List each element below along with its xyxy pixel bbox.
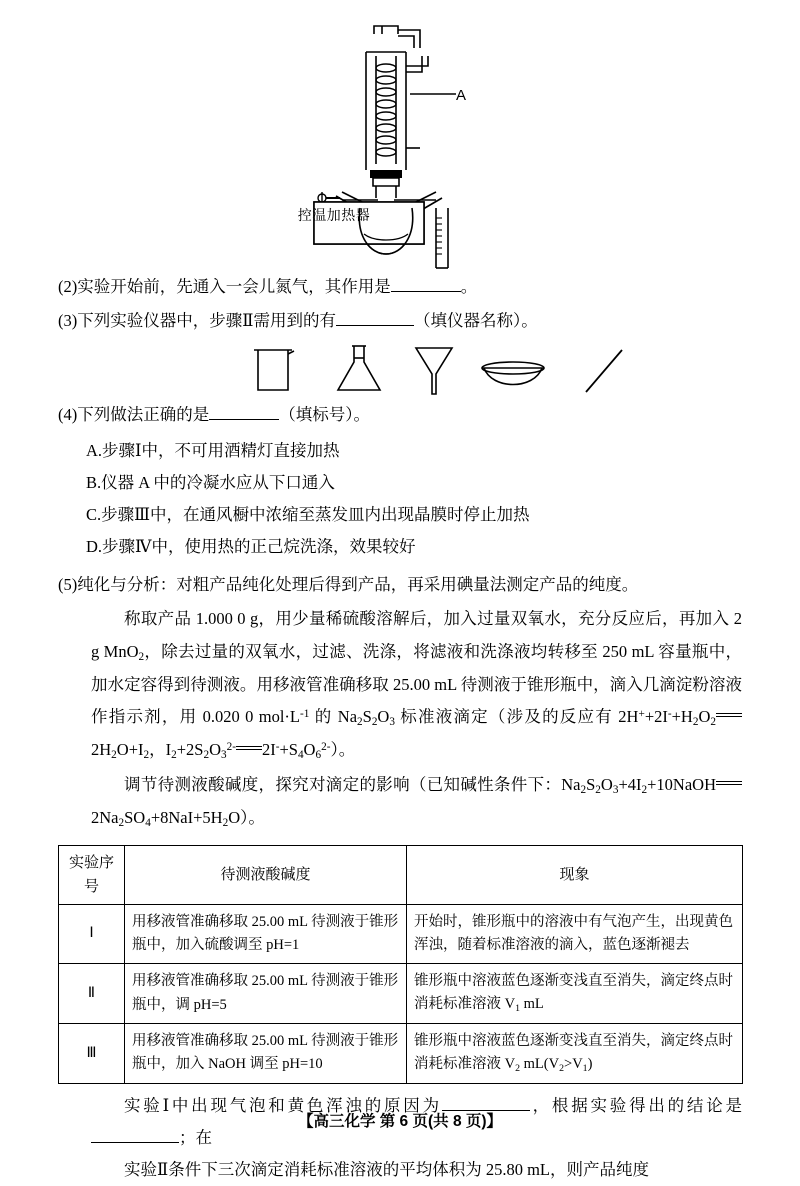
q5-paragraph-2: 调节待测液酸碱度，探究对滴定的影响（已知碱性条件下：$Na_2S_2O_3+4I_2+10NaOH2Na_2SO_4+8NaI+5H_2O$）。 [91, 774, 716, 829]
choice-d[interactable]: D.步骤Ⅳ中，使用热的正己烷洗涤，效果较好 [86, 537, 416, 557]
q5-heading-text: 纯化与分析：对粗产品纯化处理后得到产品，再采用碘量法测定产品的纯度。 [77, 575, 639, 595]
q3-text: 下列实验仪器中，步骤Ⅱ需用到的有 [77, 310, 336, 330]
choice-b[interactable]: B.仪器 A 中的冷凝水应从下口通入 [86, 472, 335, 492]
question-3 [58, 306, 742, 337]
row-condition: 用移液管准确移取 25.00 mL 待测液于锥形瓶中，加入 NaOH 调至 pH=10 [125, 1023, 407, 1083]
row-phenomenon: 开始时，锥形瓶中的溶液中有气泡产生，出现黄色浑浊，随着标准溶液的滴入，蓝色逐渐褪去 [407, 904, 743, 963]
q3-prefix: (3) [58, 310, 78, 330]
glass-rod-icon [578, 342, 630, 398]
row-condition: 用移液管准确移取 25.00 mL 待测液于锥形瓶中，加入硫酸调至 pH=1 [125, 904, 407, 963]
table-header-row [59, 845, 743, 904]
q3-tail: （填仪器名称）。 [413, 310, 538, 330]
choice-list [58, 435, 742, 564]
closing-text-b: ，根据实验得出的结论是 [529, 1095, 742, 1115]
flask-icon [330, 342, 388, 398]
evaporating-dish-icon [478, 342, 548, 398]
closing-blank-2[interactable] [91, 1142, 179, 1143]
q4-answer-blank[interactable] [209, 419, 279, 420]
q2-prefix: (2) [58, 277, 78, 296]
funnel-icon [410, 342, 458, 400]
question-4 [58, 400, 742, 431]
row-phenomenon: 锥形瓶中溶液蓝色逐渐变浅直至消失，滴定终点时消耗标准溶液 $V_1$ mL [407, 964, 743, 1024]
row-condition: 用移液管准确移取 25.00 mL 待测液于锥形瓶中，调 pH=5 [125, 964, 407, 1024]
q2-text: 实验开始前，先通入一会儿氮气，其作用是 [77, 277, 391, 296]
th-phenomenon: 现象 [407, 845, 743, 904]
th-index: 实验序号 [59, 845, 125, 904]
closing-text-c: ；在 [179, 1127, 212, 1147]
choice-a[interactable]: A.步骤Ⅰ中，不可用酒精灯直接加热 [86, 440, 340, 460]
row-index: Ⅰ [59, 904, 125, 963]
table-row [59, 1023, 743, 1083]
th-condition: 待测液酸碱度 [125, 845, 407, 904]
heater-label: 控温加热器 [297, 207, 371, 223]
question-2 [58, 272, 742, 303]
q4-text: 下列做法正确的是 [77, 405, 210, 425]
apparatus-diagram [58, 22, 742, 272]
experiment-table [58, 845, 743, 1084]
row-index: Ⅱ [59, 964, 125, 1024]
table-row [59, 964, 743, 1024]
q5-prefix: (5) [58, 575, 78, 595]
page-footer: 【高三化学 第 6 页(共 8 页)】 [297, 1113, 503, 1130]
closing-text-a: 实验Ⅰ中出现气泡和黄色浑浊的原因为 [124, 1095, 442, 1115]
glassware-row [58, 342, 742, 400]
beaker-icon [248, 342, 300, 398]
exam-page [0, 22, 800, 1179]
table-row [59, 904, 743, 963]
label-A: A [456, 87, 467, 104]
q4-tail: （填标号）。 [279, 405, 370, 425]
q5-paragraph-1: 称取产品 1.000 0 g，用少量稀硫酸溶解后，加入过量双氧水，充分反应后，再加入 2 g MnO$_2$，除去过量的双氧水，过滤、洗涤，将滤液和洗涤液均转移至 250 mL 容量瓶中，加水定容得到待测液。用移液管准确移取 25.00 mL 待测液于锥形瓶中，滴入几滴淀粉溶液作指示剂，用 0.020 0 $mol\cdot L^{-1}$ 的 $Na_2S_2O_3$ 标准液滴定（涉及的反应有 $2H^++2I^-+H_2O_22H_2O+I_2$，$I_2+2S_2O_3^{2-}$ $2I^-+S_4O_6^{2-}$）。 [91, 609, 742, 761]
q4-prefix: (4) [58, 405, 78, 425]
closing-paragraph-2: 实验Ⅱ条件下三次滴定消耗标准溶液的平均体积为 25.80 mL，则产品纯度 [124, 1159, 650, 1179]
row-index: Ⅲ [59, 1023, 125, 1083]
q3-answer-blank[interactable] [336, 325, 414, 326]
row-phenomenon: 锥形瓶中溶液蓝色逐渐变浅直至消失，滴定终点时消耗标准溶液 $V_2$ $mL(V_2>V_1)$ [407, 1023, 743, 1083]
choice-c[interactable]: C.步骤Ⅲ中，在通风橱中浓缩至蒸发皿内出现晶膜时停止加热 [86, 504, 530, 524]
apparatus-svg [270, 22, 530, 272]
q2-tail: 。 [460, 277, 478, 296]
q2-answer-blank[interactable] [391, 291, 461, 292]
question-5-heading [58, 569, 742, 601]
